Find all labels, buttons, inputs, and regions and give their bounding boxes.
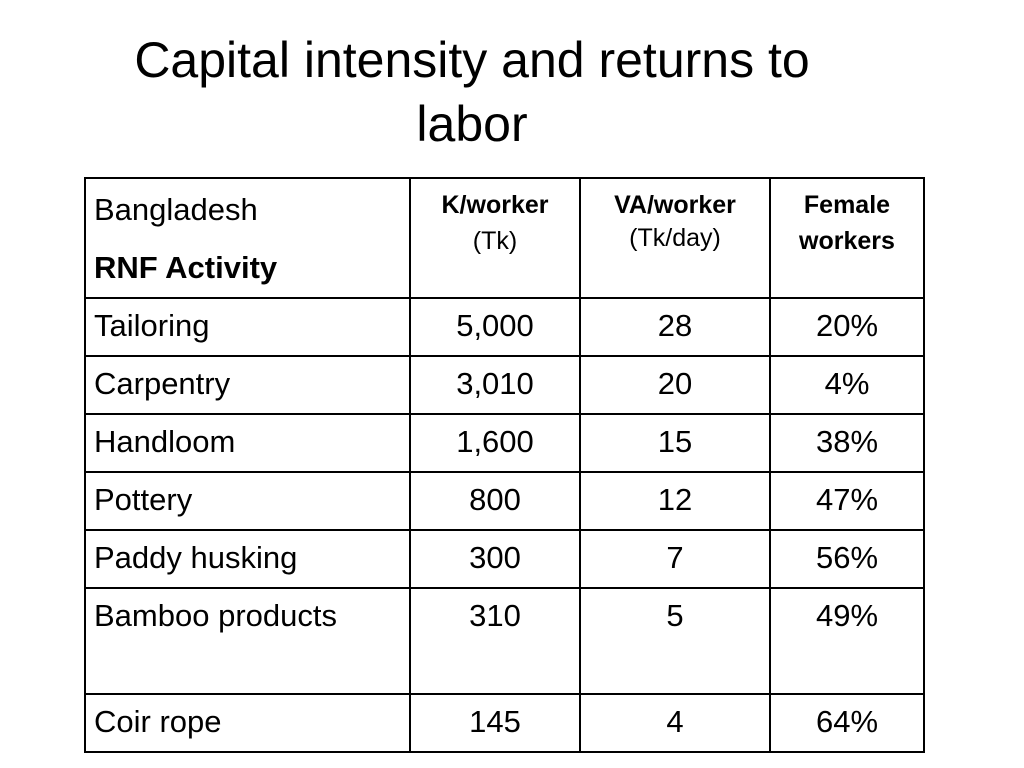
table-row <box>85 472 924 530</box>
header-female-line-2: workers <box>799 227 895 255</box>
cell-female: 56% <box>770 530 924 588</box>
cell-activity: Handloom <box>85 414 410 472</box>
cell-female: 38% <box>770 414 924 472</box>
cell-k-worker: 145 <box>410 694 580 752</box>
slide-title <box>0 28 944 156</box>
cell-va-worker: 28 <box>580 298 770 356</box>
header-va-worker <box>580 178 770 298</box>
cell-activity: Tailoring <box>85 298 410 356</box>
cell-k-worker: 800 <box>410 472 580 530</box>
header-va-worker-unit: (Tk/day) <box>629 224 721 252</box>
cell-va-worker: 7 <box>580 530 770 588</box>
table-row <box>85 588 924 694</box>
header-k-worker <box>410 178 580 298</box>
cell-activity: Paddy husking <box>85 530 410 588</box>
table-row <box>85 298 924 356</box>
activity-table <box>84 177 925 753</box>
header-country: Bangladesh <box>94 192 258 227</box>
cell-female: 20% <box>770 298 924 356</box>
cell-activity: Carpentry <box>85 356 410 414</box>
table-header-row <box>85 178 924 298</box>
cell-k-worker: 1,600 <box>410 414 580 472</box>
slide-title-line-2: labor <box>416 96 528 152</box>
table-row <box>85 694 924 752</box>
cell-k-worker: 5,000 <box>410 298 580 356</box>
header-activity <box>85 178 410 298</box>
cell-va-worker: 20 <box>580 356 770 414</box>
header-female-workers <box>770 178 924 298</box>
table-row <box>85 356 924 414</box>
cell-k-worker: 310 <box>410 588 580 694</box>
cell-activity: Bamboo products <box>85 588 410 694</box>
cell-k-worker: 300 <box>410 530 580 588</box>
header-activity-label: RNF Activity <box>94 250 278 285</box>
cell-va-worker: 5 <box>580 588 770 694</box>
cell-activity: Pottery <box>85 472 410 530</box>
cell-va-worker: 12 <box>580 472 770 530</box>
table-row <box>85 414 924 472</box>
table-row <box>85 530 924 588</box>
cell-female: 47% <box>770 472 924 530</box>
cell-female: 49% <box>770 588 924 694</box>
cell-activity: Coir rope <box>85 694 410 752</box>
cell-female: 4% <box>770 356 924 414</box>
slide-title-line-1: Capital intensity and returns to <box>134 32 810 88</box>
header-va-worker-label: VA/worker <box>614 191 736 219</box>
header-female-line-1: Female <box>803 191 891 219</box>
cell-va-worker: 4 <box>580 694 770 752</box>
header-k-worker-unit: (Tk) <box>472 227 518 255</box>
cell-female: 64% <box>770 694 924 752</box>
cell-k-worker: 3,010 <box>410 356 580 414</box>
cell-va-worker: 15 <box>580 414 770 472</box>
header-k-worker-label: K/worker <box>441 191 549 219</box>
